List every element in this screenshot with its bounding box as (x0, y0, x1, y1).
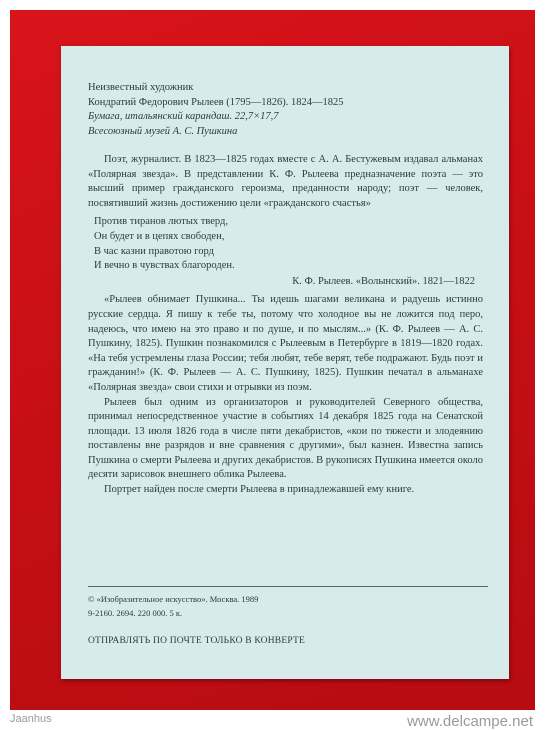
medium-line: Бумага, итальянский карандаш. 22,7×17,7 (88, 111, 279, 122)
paragraph-2: «Рылеев обнимает Пушкина... Ты идешь шагами великана и радуешь истинно русские сердца. Я пишу к тебе ты, потому что холодное вы не ложится под перо, надеюсь, что имею на это право и по душе, и по мыслям...» (К. Ф. Рылеев — А. С. Пушкину, 1825). Пушкин познакомился с Рылеевым в Петербурге в 1819—1820 годах. «На тебя устремлены глаза России; тебя любят, тебе верят, тебе подражают. Будь поэт и гражданин!» (К. Ф. Рылеев — А. С. Пушкину, 1825). Пушкин печатал в альманахе «Полярная звезда» свои стихи и отрывки из поэм. (88, 294, 483, 393)
catalog-line: 9-2160. 2694. 220 000. 5 к. (88, 608, 183, 618)
copyright-line: © «Изобразительное искусство». Москва. 1989 (88, 594, 259, 604)
artwork-caption (88, 81, 343, 139)
poem-line: В час казни правотою горд (94, 245, 214, 257)
description-text (88, 153, 483, 498)
paragraph-4: Портрет найден после смерти Рылеева в принадлежавшей ему книге. (104, 484, 415, 496)
poem-line: И вечно в чувствах благороден. (94, 260, 235, 272)
watermark-left: Jaanhus (10, 713, 52, 725)
museum-line: Всесоюзный музей А. С. Пушкина (88, 125, 238, 137)
poem-line: Против тиранов лютых тверд, (94, 216, 228, 228)
postcard (61, 46, 509, 679)
paragraph-3: Рылеев был одним из организаторов и руководителей Северного общества, принимал непосредственное участие в событиях 14 декабря 1825 года на Сенатской площади. 13 июля 1826 года в числе пяти декабристов, «кои по тяжести и злодеянию поставлены вне разрядов и вне сравнения с другими», был казнен. Известна запись Пушкина о смерти Рылеева и других декабристов. В рукописях Пушкина имеется около десяти зарисовок внешнего облика Рылеева. (88, 396, 483, 481)
artist-line: Неизвестный художник (88, 82, 194, 93)
title-line: Кондратий Федорович Рылеев (1795—1826). 1824—1825 (88, 96, 344, 108)
paragraph-1: Поэт, журналист. В 1823—1825 годах вместе с А. А. Бестужевым издавал альманах «Полярная звезда». В представлении К. Ф. Рылеева предназначение поэта — это высший пример гражданского героизма, преданности народу; поэт — человек, посвятивший жизнь достижению цели «гражданского счастья» (88, 154, 483, 209)
mail-note: ОТПРАВЛЯТЬ ПО ПОЧТЕ ТОЛЬКО В КОНВЕРТЕ (88, 636, 305, 646)
poem-quote (94, 215, 483, 273)
poem-attribution: К. Ф. Рылеев. «Волынский». 1821—1822 (292, 275, 475, 287)
poem-line: Он будет и в цепях свободен, (94, 230, 225, 242)
divider (88, 586, 488, 587)
watermark-right: www.delcampe.net (407, 713, 533, 730)
